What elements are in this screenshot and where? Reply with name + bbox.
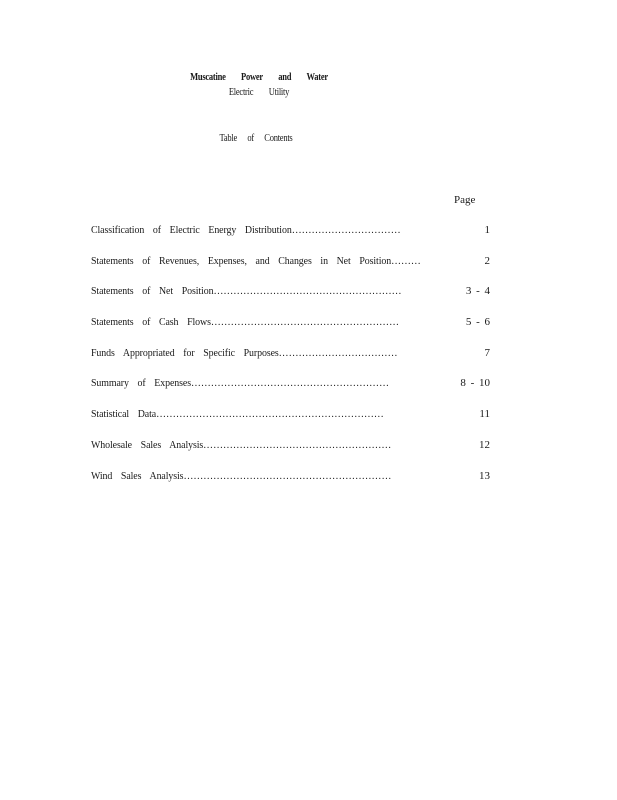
toc-page-number: 13 (479, 469, 490, 482)
toc-label: Classification of Electric Energy Distribution (91, 224, 292, 236)
toc-row-net-position (91, 285, 493, 316)
toc-label: Statistical Data (91, 408, 157, 421)
organization-name: Muscatine Power and Water (190, 72, 328, 83)
toc-row-wholesale-sales (91, 439, 493, 470)
toc-entry (91, 470, 391, 482)
toc-page-number: 3 - 4 (465, 285, 490, 298)
toc-page-number: 1 (484, 224, 490, 236)
toc-label: Statements of Cash Flows (91, 316, 211, 329)
toc-entry (91, 377, 389, 389)
toc-row-summary-expenses (91, 377, 493, 408)
toc-label: Summary of Expenses (91, 377, 191, 390)
page-title: Table of Contents (219, 133, 293, 144)
toc-entry (91, 316, 399, 328)
toc-entry (91, 285, 402, 297)
toc-leader: …………………………………………………………… (156, 408, 384, 421)
toc-entry (91, 408, 384, 420)
toc-label: Funds Appropriated for Specific Purposes (91, 346, 279, 359)
toc-row-cash-flows (91, 316, 493, 347)
toc-row-revenues (91, 255, 493, 286)
toc-leader: ………………………………………………… (213, 285, 402, 298)
table-of-contents (91, 224, 493, 500)
toc-entry (91, 224, 401, 236)
toc-leader: ………………………………………………… (203, 438, 392, 451)
toc-leader: …………………………………………………… (190, 377, 389, 390)
toc-entry (91, 347, 397, 359)
toc-entry (91, 439, 391, 451)
toc-page-number: 11 (479, 408, 490, 421)
toc-row-funds-appropriated (91, 347, 493, 378)
toc-page-number: 12 (479, 438, 490, 451)
toc-row-wind-sales (91, 470, 493, 501)
page-column-label: Page (454, 194, 476, 206)
toc-label: Wholesale Sales Analysis (91, 438, 204, 451)
toc-label: Wind Sales Analysis (91, 469, 184, 482)
toc-leader: ……………………………… (278, 346, 398, 359)
toc-entry (91, 255, 421, 267)
toc-row-statistical-data (91, 408, 493, 439)
toc-page-number: 5 - 6 (465, 316, 490, 329)
toc-label: Statements of Revenues, Expenses, and Changes in Net Position (91, 254, 392, 267)
toc-page-number: 7 (484, 346, 490, 359)
toc-leader: …………………………… (291, 224, 401, 236)
toc-leader: ……… (391, 254, 421, 267)
toc-row-classification (91, 224, 493, 255)
toc-leader: ……………………………………………………… (183, 469, 392, 482)
toc-page-number: 2 (484, 254, 490, 267)
toc-page-number: 8 - 10 (460, 377, 490, 390)
division-name: Electric Utility (228, 87, 290, 98)
toc-leader: ………………………………………………… (210, 316, 399, 329)
toc-label: Statements of Net Position (91, 285, 214, 298)
